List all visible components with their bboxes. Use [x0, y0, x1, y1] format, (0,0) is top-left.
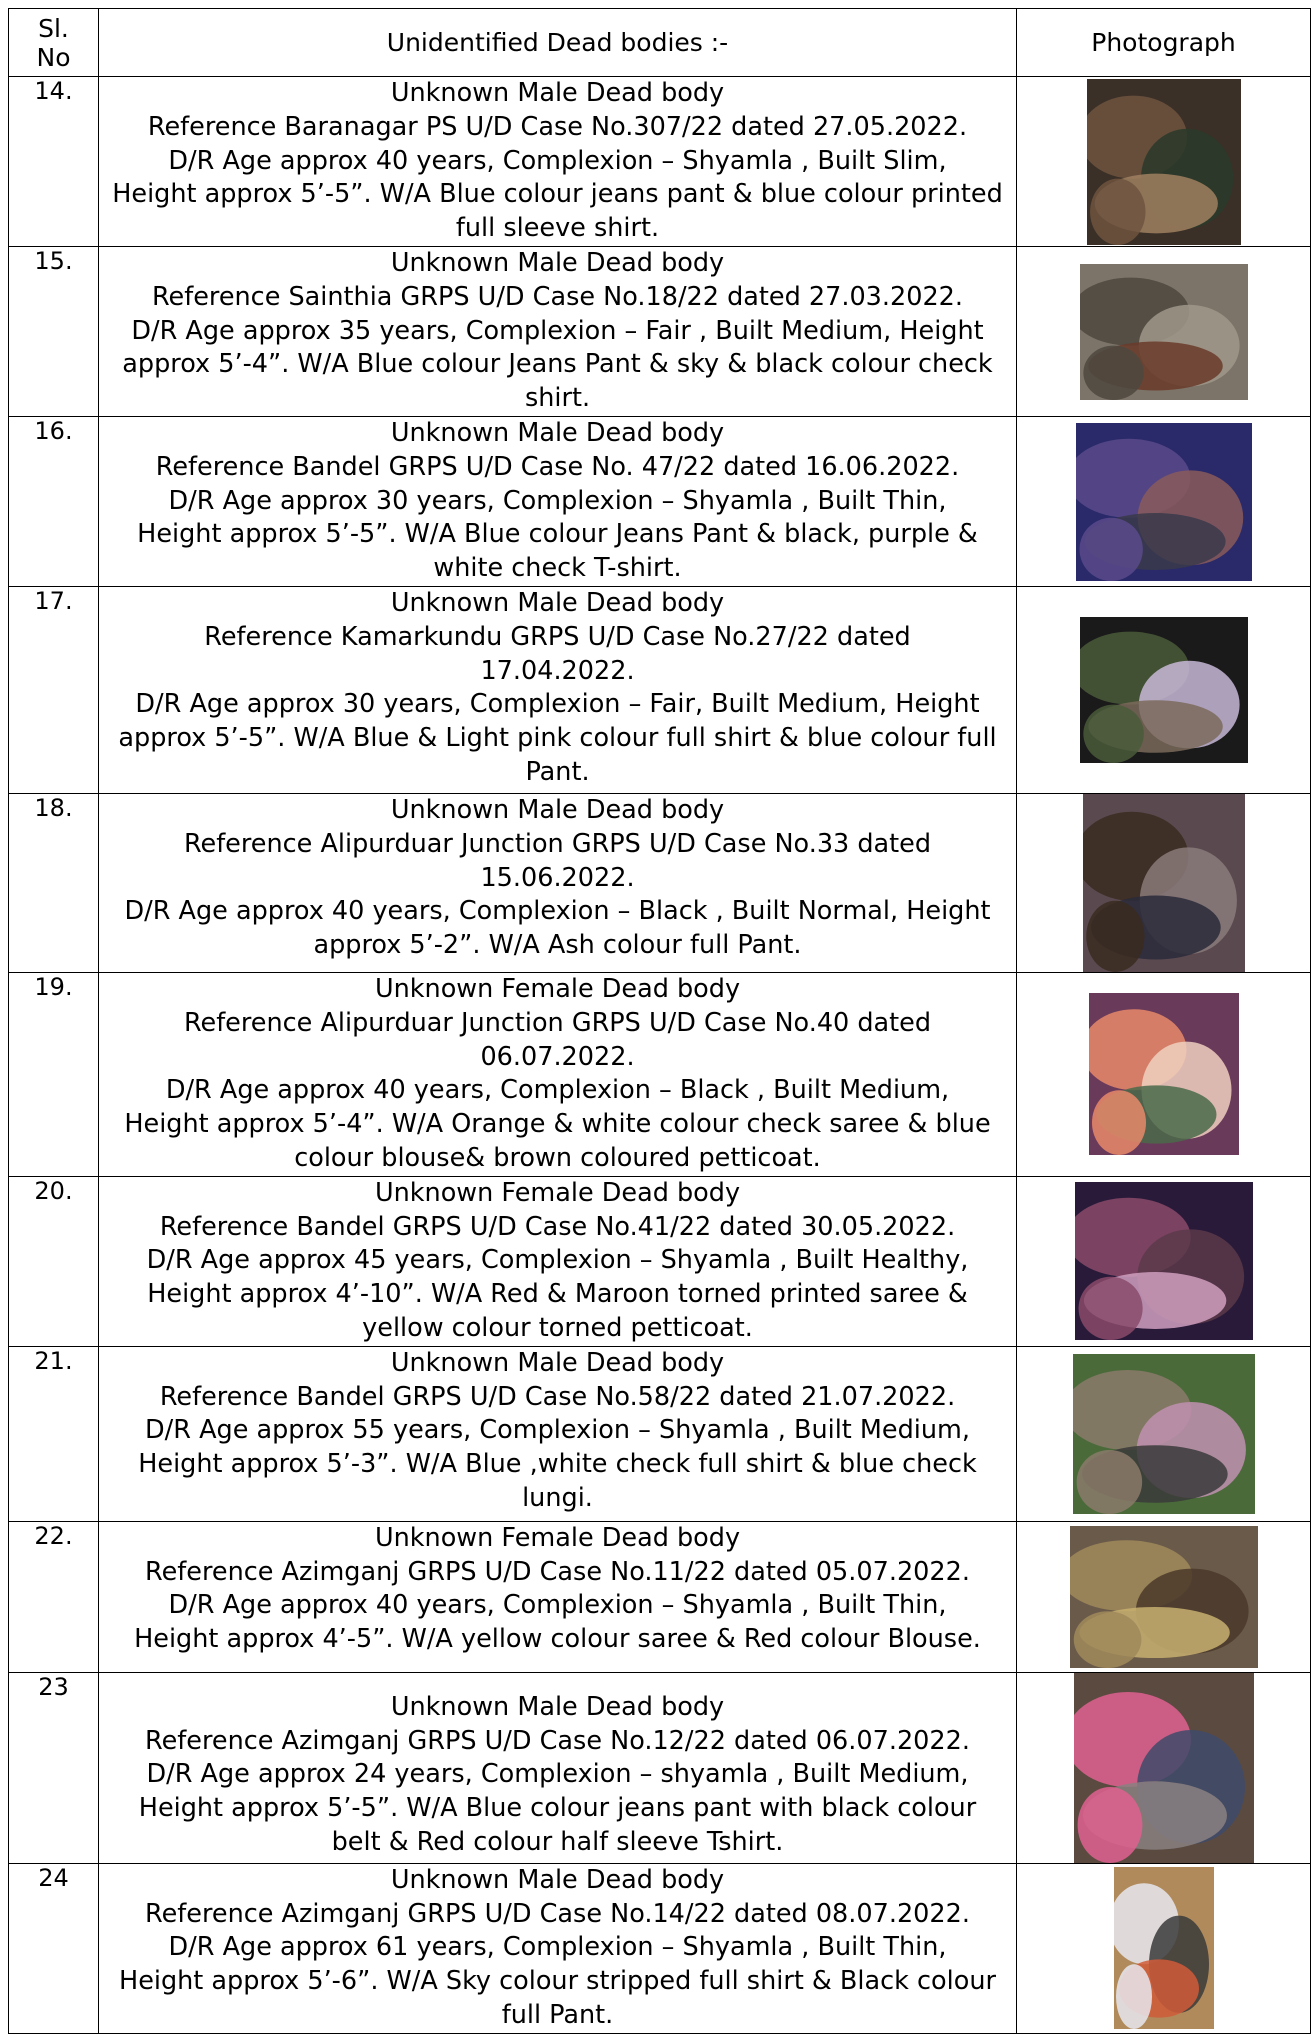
row-sl-no: 16.: [9, 417, 99, 587]
header-photograph: Photograph: [1017, 9, 1311, 77]
photograph-image: [1114, 1867, 1214, 2029]
row-description: [99, 1176, 1017, 1346]
row-sl-no: 22.: [9, 1521, 99, 1672]
description-line: Pant.: [525, 756, 590, 787]
description-line: shirt.: [524, 383, 591, 414]
row-sl-no: 20.: [9, 1176, 99, 1346]
row-photograph: [1017, 973, 1311, 1177]
photograph-image: [1076, 423, 1252, 581]
description-line: full Pant.: [501, 1999, 614, 2030]
row-description: [99, 247, 1017, 417]
row-description: [99, 1521, 1017, 1672]
row-photograph: [1017, 1346, 1311, 1521]
row-photograph: [1017, 794, 1311, 973]
table-row: [9, 1521, 1311, 1672]
description-line: Reference Sainthia GRPS U/D Case No.18/22 dated 27.03.2022.: [151, 281, 964, 312]
description-line: belt & Red colour half sleeve Tshirt.: [331, 1826, 784, 1857]
description-line: [100, 1673, 1015, 1691]
header-description: Unidentified Dead bodies :-: [99, 9, 1017, 77]
table-row: [9, 1672, 1311, 1863]
table-row: [9, 587, 1311, 794]
description-line: approx 5’-4”. W/A Blue colour Jeans Pant & sky & black colour check: [122, 349, 993, 380]
photograph-image: [1080, 617, 1248, 763]
row-sl-no: 19.: [9, 973, 99, 1177]
description-line: Unknown Male Dead body: [390, 78, 725, 108]
description-line: Height approx 5’-3”. W/A Blue ,white check full shirt & blue check: [138, 1449, 977, 1480]
description-line: D/R Age approx 61 years, Complexion – Shyamla , Built Thin,: [168, 1932, 947, 1963]
row-photograph: [1017, 1521, 1311, 1672]
row-photograph: [1017, 1176, 1311, 1346]
description-line: Reference Kamarkundu GRPS U/D Case No.27/22 dated: [204, 621, 911, 652]
description-line: Unknown Male Dead body: [390, 1864, 725, 1895]
description-line: D/R Age approx 35 years, Complexion – Fair , Built Medium, Height: [131, 315, 984, 346]
description-line: Reference Bandel GRPS U/D Case No.41/22 dated 30.05.2022.: [159, 1211, 956, 1242]
description-line: D/R Age approx 40 years, Complexion – Black , Built Medium,: [165, 1075, 950, 1106]
row-sl-no: 23: [9, 1672, 99, 1863]
table-row: [9, 77, 1311, 247]
table-body: [9, 77, 1311, 2034]
description-line: D/R Age approx 30 years, Complexion – Shyamla , Built Thin,: [168, 485, 947, 516]
header-sl-line2: No: [36, 42, 71, 72]
row-sl-no: 21.: [9, 1346, 99, 1521]
description-line: 17.04.2022.: [480, 655, 635, 686]
row-photograph: [1017, 587, 1311, 794]
table-row: [9, 417, 1311, 587]
description-line: Unknown Female Dead body: [374, 974, 741, 1004]
description-line: Height approx 5’-5”. W/A Blue colour jeans pant with black colour: [138, 1793, 977, 1824]
description-line: Unknown Male Dead body: [390, 588, 725, 618]
description-line: Height approx 4’-10”. W/A Red & Maroon torned printed saree &: [147, 1279, 968, 1310]
description-line: Reference Baranagar PS U/D Case No.307/22 dated 27.05.2022.: [147, 111, 968, 142]
dead-bodies-table: [8, 8, 1311, 2034]
description-line: Unknown Male Dead body: [390, 795, 725, 825]
row-sl-no: 17.: [9, 587, 99, 794]
description-line: Unknown Male Dead body: [390, 418, 725, 448]
table-row: [9, 1863, 1311, 2033]
row-sl-no: 14.: [9, 77, 99, 247]
header-sl-no: [9, 9, 99, 77]
description-line: white check T-shirt.: [433, 553, 682, 584]
row-description: [99, 973, 1017, 1177]
description-line: Unknown Female Dead body: [374, 1177, 741, 1208]
description-line: Reference Azimganj GRPS U/D Case No.14/22 dated 08.07.2022.: [145, 1898, 970, 1929]
description-line: Height approx 4’-5”. W/A yellow colour saree & Red colour Blouse.: [134, 1624, 981, 1655]
description-line: Unknown Male Dead body: [390, 248, 725, 278]
table-row: [9, 973, 1311, 1177]
description-line: D/R Age approx 40 years, Complexion – Shyamla , Built Thin,: [168, 1590, 947, 1621]
row-photograph: [1017, 247, 1311, 417]
row-photograph: [1017, 1672, 1311, 1863]
table-row: [9, 1346, 1311, 1521]
description-line: Height approx 5’-5”. W/A Blue colour jeans pant & blue colour printed: [112, 179, 1003, 210]
description-line: D/R Age approx 40 years, Complexion – Black , Built Normal, Height: [124, 896, 991, 927]
table-row: [9, 247, 1311, 417]
row-photograph: [1017, 77, 1311, 247]
description-line: Reference Azimganj GRPS U/D Case No.11/22 dated 05.07.2022.: [145, 1556, 970, 1587]
table-row: [9, 794, 1311, 973]
table-row: [9, 1176, 1311, 1346]
description-line: Unknown Male Dead body: [390, 1691, 725, 1722]
description-line: Height approx 5’-5”. W/A Blue colour Jeans Pant & black, purple &: [137, 519, 978, 550]
description-line: D/R Age approx 30 years, Complexion – Fair, Built Medium, Height: [135, 689, 980, 720]
row-photograph: [1017, 417, 1311, 587]
row-description: [99, 1346, 1017, 1521]
row-description: [99, 587, 1017, 794]
row-photograph: [1017, 1863, 1311, 2033]
description-line: approx 5’-2”. W/A Ash colour full Pant.: [313, 930, 802, 961]
description-line: 15.06.2022.: [480, 862, 635, 893]
description-line: yellow colour torned petticoat.: [362, 1312, 753, 1343]
description-line: lungi.: [522, 1482, 593, 1513]
description-line: D/R Age approx 40 years, Complexion – Shyamla , Built Slim,: [168, 145, 947, 176]
photograph-image: [1083, 794, 1245, 972]
row-description: [99, 417, 1017, 587]
header-row: [9, 9, 1311, 77]
row-description: [99, 1672, 1017, 1863]
description-line: Reference Bandel GRPS U/D Case No. 47/22 dated 16.06.2022.: [155, 451, 960, 482]
description-line: Height approx 5’-6”. W/A Sky colour stripped full shirt & Black colour: [119, 1966, 996, 1997]
description-line: D/R Age approx 24 years, Complexion – shyamla , Built Medium,: [146, 1759, 969, 1790]
photograph-image: [1075, 1182, 1253, 1340]
photograph-image: [1089, 993, 1239, 1155]
description-line: 06.07.2022.: [480, 1041, 635, 1072]
description-line: Unknown Female Dead body: [374, 1522, 741, 1553]
description-line: Unknown Male Dead body: [390, 1347, 725, 1378]
row-description: [99, 794, 1017, 973]
description-line: colour blouse& brown coloured petticoat.: [294, 1142, 821, 1173]
description-line: approx 5’-5”. W/A Blue & Light pink colour full shirt & blue colour full: [118, 723, 997, 754]
photograph-image: [1074, 1673, 1254, 1863]
description-line: Reference Alipurduar Junction GRPS U/D Case No.40 dated: [183, 1007, 932, 1038]
description-line: D/R Age approx 45 years, Complexion – Shyamla , Built Healthy,: [146, 1245, 969, 1276]
photograph-image: [1087, 79, 1241, 245]
description-line: full sleeve shirt.: [455, 213, 660, 244]
description-line: Reference Bandel GRPS U/D Case No.58/22 dated 21.07.2022.: [159, 1381, 956, 1412]
photograph-image: [1070, 1526, 1258, 1668]
row-description: [99, 1863, 1017, 2033]
description-line: Height approx 5’-4”. W/A Orange & white colour check saree & blue: [124, 1109, 991, 1140]
row-sl-no: 15.: [9, 247, 99, 417]
photograph-image: [1080, 264, 1248, 400]
description-line: Reference Azimganj GRPS U/D Case No.12/22 dated 06.07.2022.: [145, 1725, 970, 1756]
description-line: Reference Alipurduar Junction GRPS U/D Case No.33 dated: [183, 828, 932, 859]
row-sl-no: 24: [9, 1863, 99, 2033]
photograph-image: [1073, 1354, 1255, 1514]
row-description: [99, 77, 1017, 247]
row-sl-no: 18.: [9, 794, 99, 973]
description-line: D/R Age approx 55 years, Complexion – Shyamla , Built Medium,: [145, 1415, 970, 1446]
header-sl-line1: Sl.: [38, 13, 69, 43]
